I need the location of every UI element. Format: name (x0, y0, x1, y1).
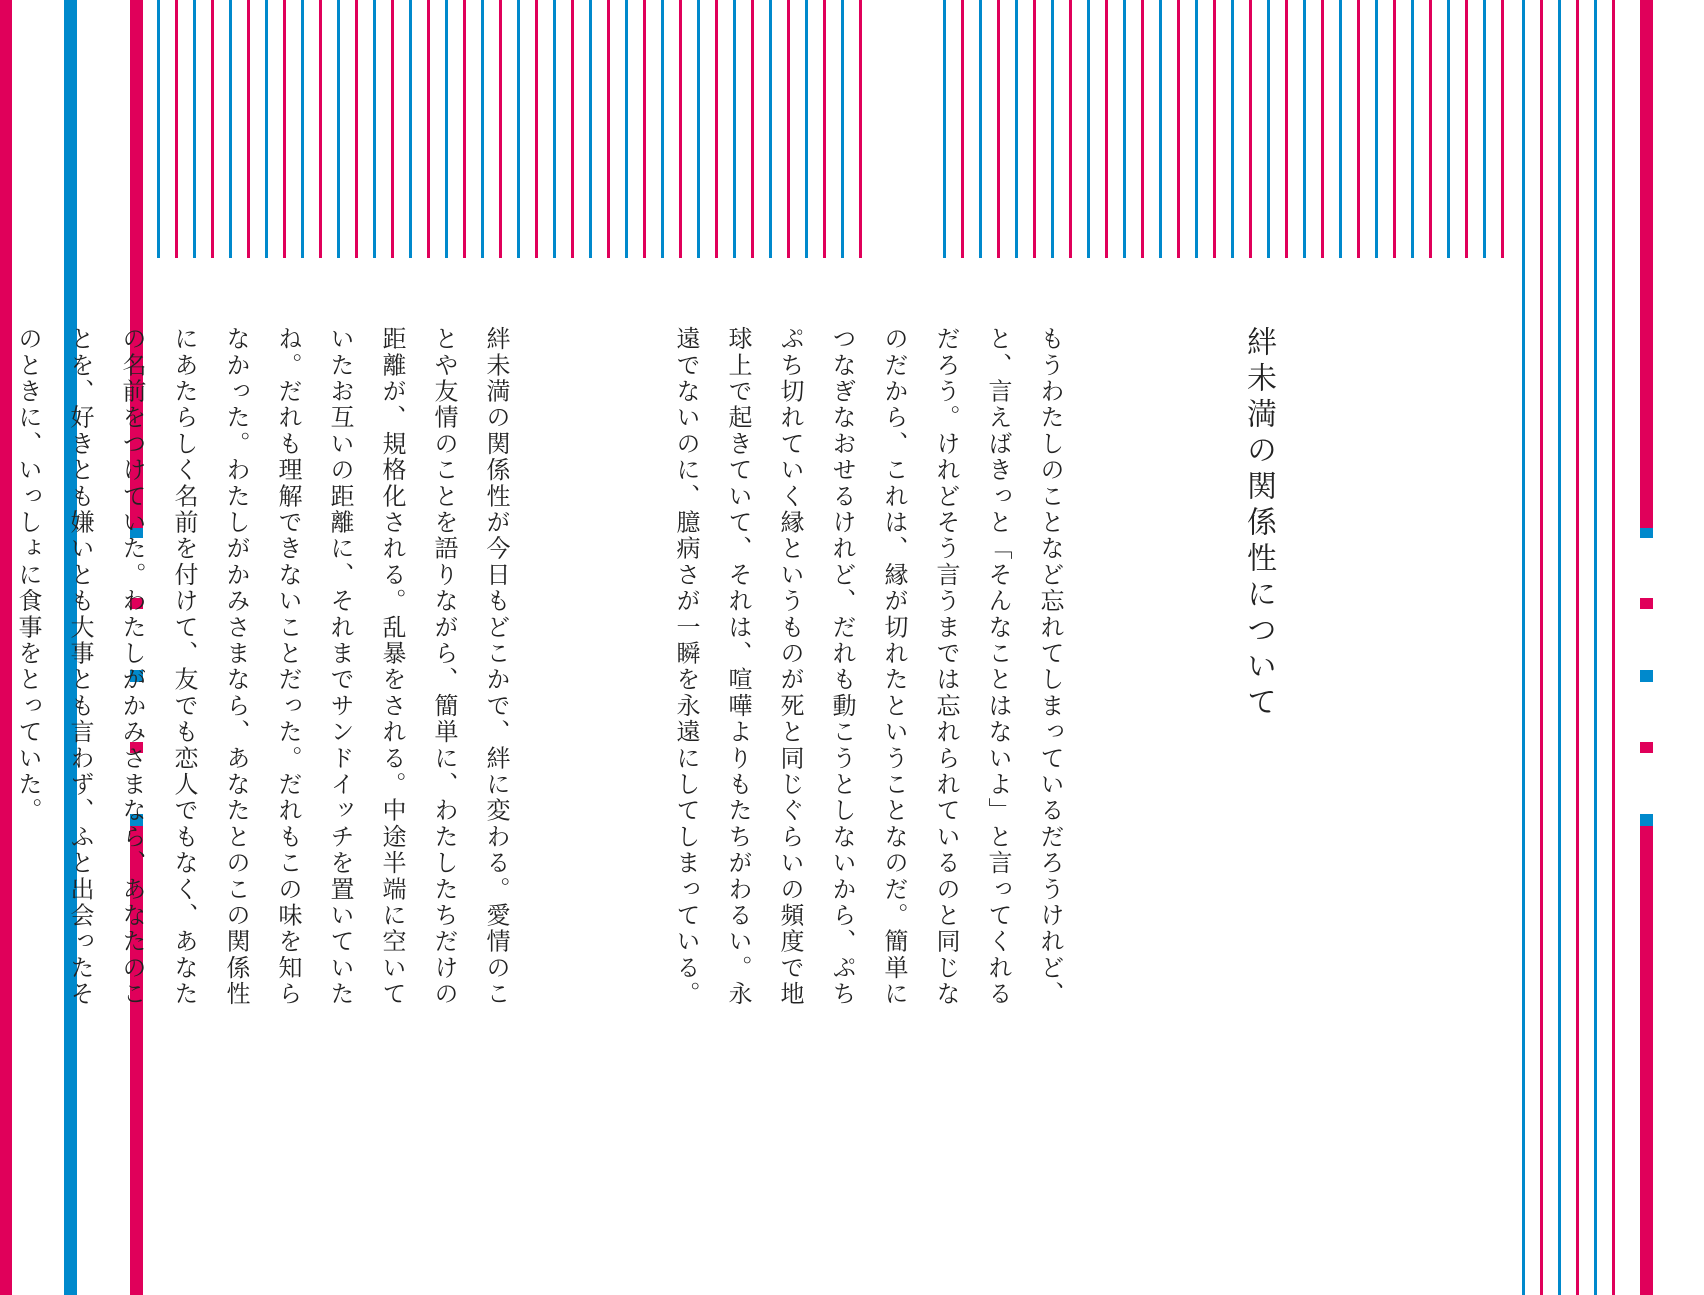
top-right-line (1285, 0, 1288, 258)
top-right-line (1069, 0, 1072, 258)
top-left-line (679, 0, 682, 258)
top-left-line (373, 0, 376, 258)
top-right-line (1465, 0, 1468, 258)
right-dashed-bar-pink-square-1 (1640, 598, 1653, 609)
top-left-line (733, 0, 736, 258)
top-left-line (787, 0, 790, 258)
top-right-line (1195, 0, 1198, 258)
top-right-line (1411, 0, 1414, 258)
right-full-line (1540, 0, 1543, 1295)
top-left-line (625, 0, 628, 258)
top-left-line (499, 0, 502, 258)
top-right-line (1033, 0, 1036, 258)
top-left-line (859, 0, 862, 258)
top-left-line (481, 0, 484, 258)
top-right-line (1087, 0, 1090, 258)
top-left-line (643, 0, 646, 258)
top-left-line (283, 0, 286, 258)
top-right-line (1105, 0, 1108, 258)
top-right-line (1249, 0, 1252, 258)
top-left-line (391, 0, 394, 258)
right-full-line (1576, 0, 1579, 1295)
top-left-line (211, 0, 214, 258)
top-right-line (1501, 0, 1504, 258)
top-left-line (553, 0, 556, 258)
right-dashed-bar-blue-square-3 (1640, 814, 1653, 826)
top-left-line (175, 0, 178, 258)
right-dashed-bar-pink-top (1640, 0, 1653, 528)
top-right-line (1429, 0, 1432, 258)
right-dashed-bar-pink-bottom (1640, 826, 1653, 1295)
top-left-line (409, 0, 412, 258)
right-full-line (1558, 0, 1561, 1295)
right-dashed-bar-blue-square-1 (1640, 528, 1653, 538)
top-left-line (589, 0, 592, 258)
right-dashed-bar-blue-square-2 (1640, 670, 1653, 682)
top-left-line (715, 0, 718, 258)
right-full-line (1612, 0, 1615, 1295)
top-left-line (823, 0, 826, 258)
top-right-line (943, 0, 946, 258)
top-right-line (1267, 0, 1270, 258)
top-left-line (463, 0, 466, 258)
article-body (14, 326, 1388, 1026)
top-left-line (445, 0, 448, 258)
top-left-line (805, 0, 808, 258)
top-left-line (841, 0, 844, 258)
top-right-line (1159, 0, 1162, 258)
top-left-line (769, 0, 772, 258)
top-left-line (337, 0, 340, 258)
top-right-line (1447, 0, 1450, 258)
top-right-line (1213, 0, 1216, 258)
top-right-line (1375, 0, 1378, 258)
top-left-line (247, 0, 250, 258)
top-right-line (997, 0, 1000, 258)
top-right-line (1303, 0, 1306, 258)
right-dashed-bar-pink-square-2 (1640, 742, 1653, 753)
top-right-line (1357, 0, 1360, 258)
top-left-line (193, 0, 196, 258)
top-right-line (1015, 0, 1018, 258)
top-left-line (157, 0, 160, 258)
article-paragraph-1: もうわたしのことなど忘れてしまっているだろうけれど、と、言えばきっと「そんなことはないよ」と言ってくれるだろう。けれどそう言うまでは忘れられているのと同じなのだから、これは、縁が切れたということなのだ。簡単につなぎなおせるけれど、だれも動こうとしないから、ぷちぷち切れていく縁というものが死と同じぐらいの頻度で地球上で起きていて、それは、喧嘩よりもたちがわるい。永遠でないのに、臆病さが一瞬を永遠にしてしまっている。 (672, 326, 1064, 1008)
top-left-line (607, 0, 610, 258)
top-left-line (517, 0, 520, 258)
article-paragraph-2: 絆未満の関係性が今日もどこかで、絆に変わる。愛情のことや友情のことを語りながら、簡単に、わたしたちだけの距離が、規格化される。乱暴をされる。中途半端に空いていたお互いの距離に、それまでサンドイッチを置いていたね。だれも理解できないことだった。だれもこの味を知らなかった。わたしがかみさまなら、あなたとのこの関係性にあたらしく名前を付けて、友でも恋人でもなく、あなたの名前をつけていた。わたしがかみさまなら、あなたのことを、好きとも嫌いとも大事とも言わず、ふと出会ったそのときに、いっしょに食事をとっていた。 (14, 326, 510, 1008)
top-left-line (751, 0, 754, 258)
top-left-line (661, 0, 664, 258)
top-right-line (1123, 0, 1126, 258)
top-right-line (1231, 0, 1234, 258)
top-left-line (571, 0, 574, 258)
top-right-line (1339, 0, 1342, 258)
top-left-line (355, 0, 358, 258)
top-left-line (319, 0, 322, 258)
top-left-line (535, 0, 538, 258)
top-left-line (229, 0, 232, 258)
right-full-line (1522, 0, 1525, 1295)
article-title: 絆未満の関係性について (1241, 326, 1276, 722)
top-right-line (979, 0, 982, 258)
top-left-line (697, 0, 700, 258)
top-right-line (1483, 0, 1486, 258)
top-right-line (1141, 0, 1144, 258)
top-right-line (1321, 0, 1324, 258)
top-right-line (1051, 0, 1054, 258)
top-right-line (1393, 0, 1396, 258)
top-right-line (1177, 0, 1180, 258)
top-left-line (427, 0, 430, 258)
top-left-line (301, 0, 304, 258)
top-right-line (961, 0, 964, 258)
right-full-line (1594, 0, 1597, 1295)
top-left-line (265, 0, 268, 258)
